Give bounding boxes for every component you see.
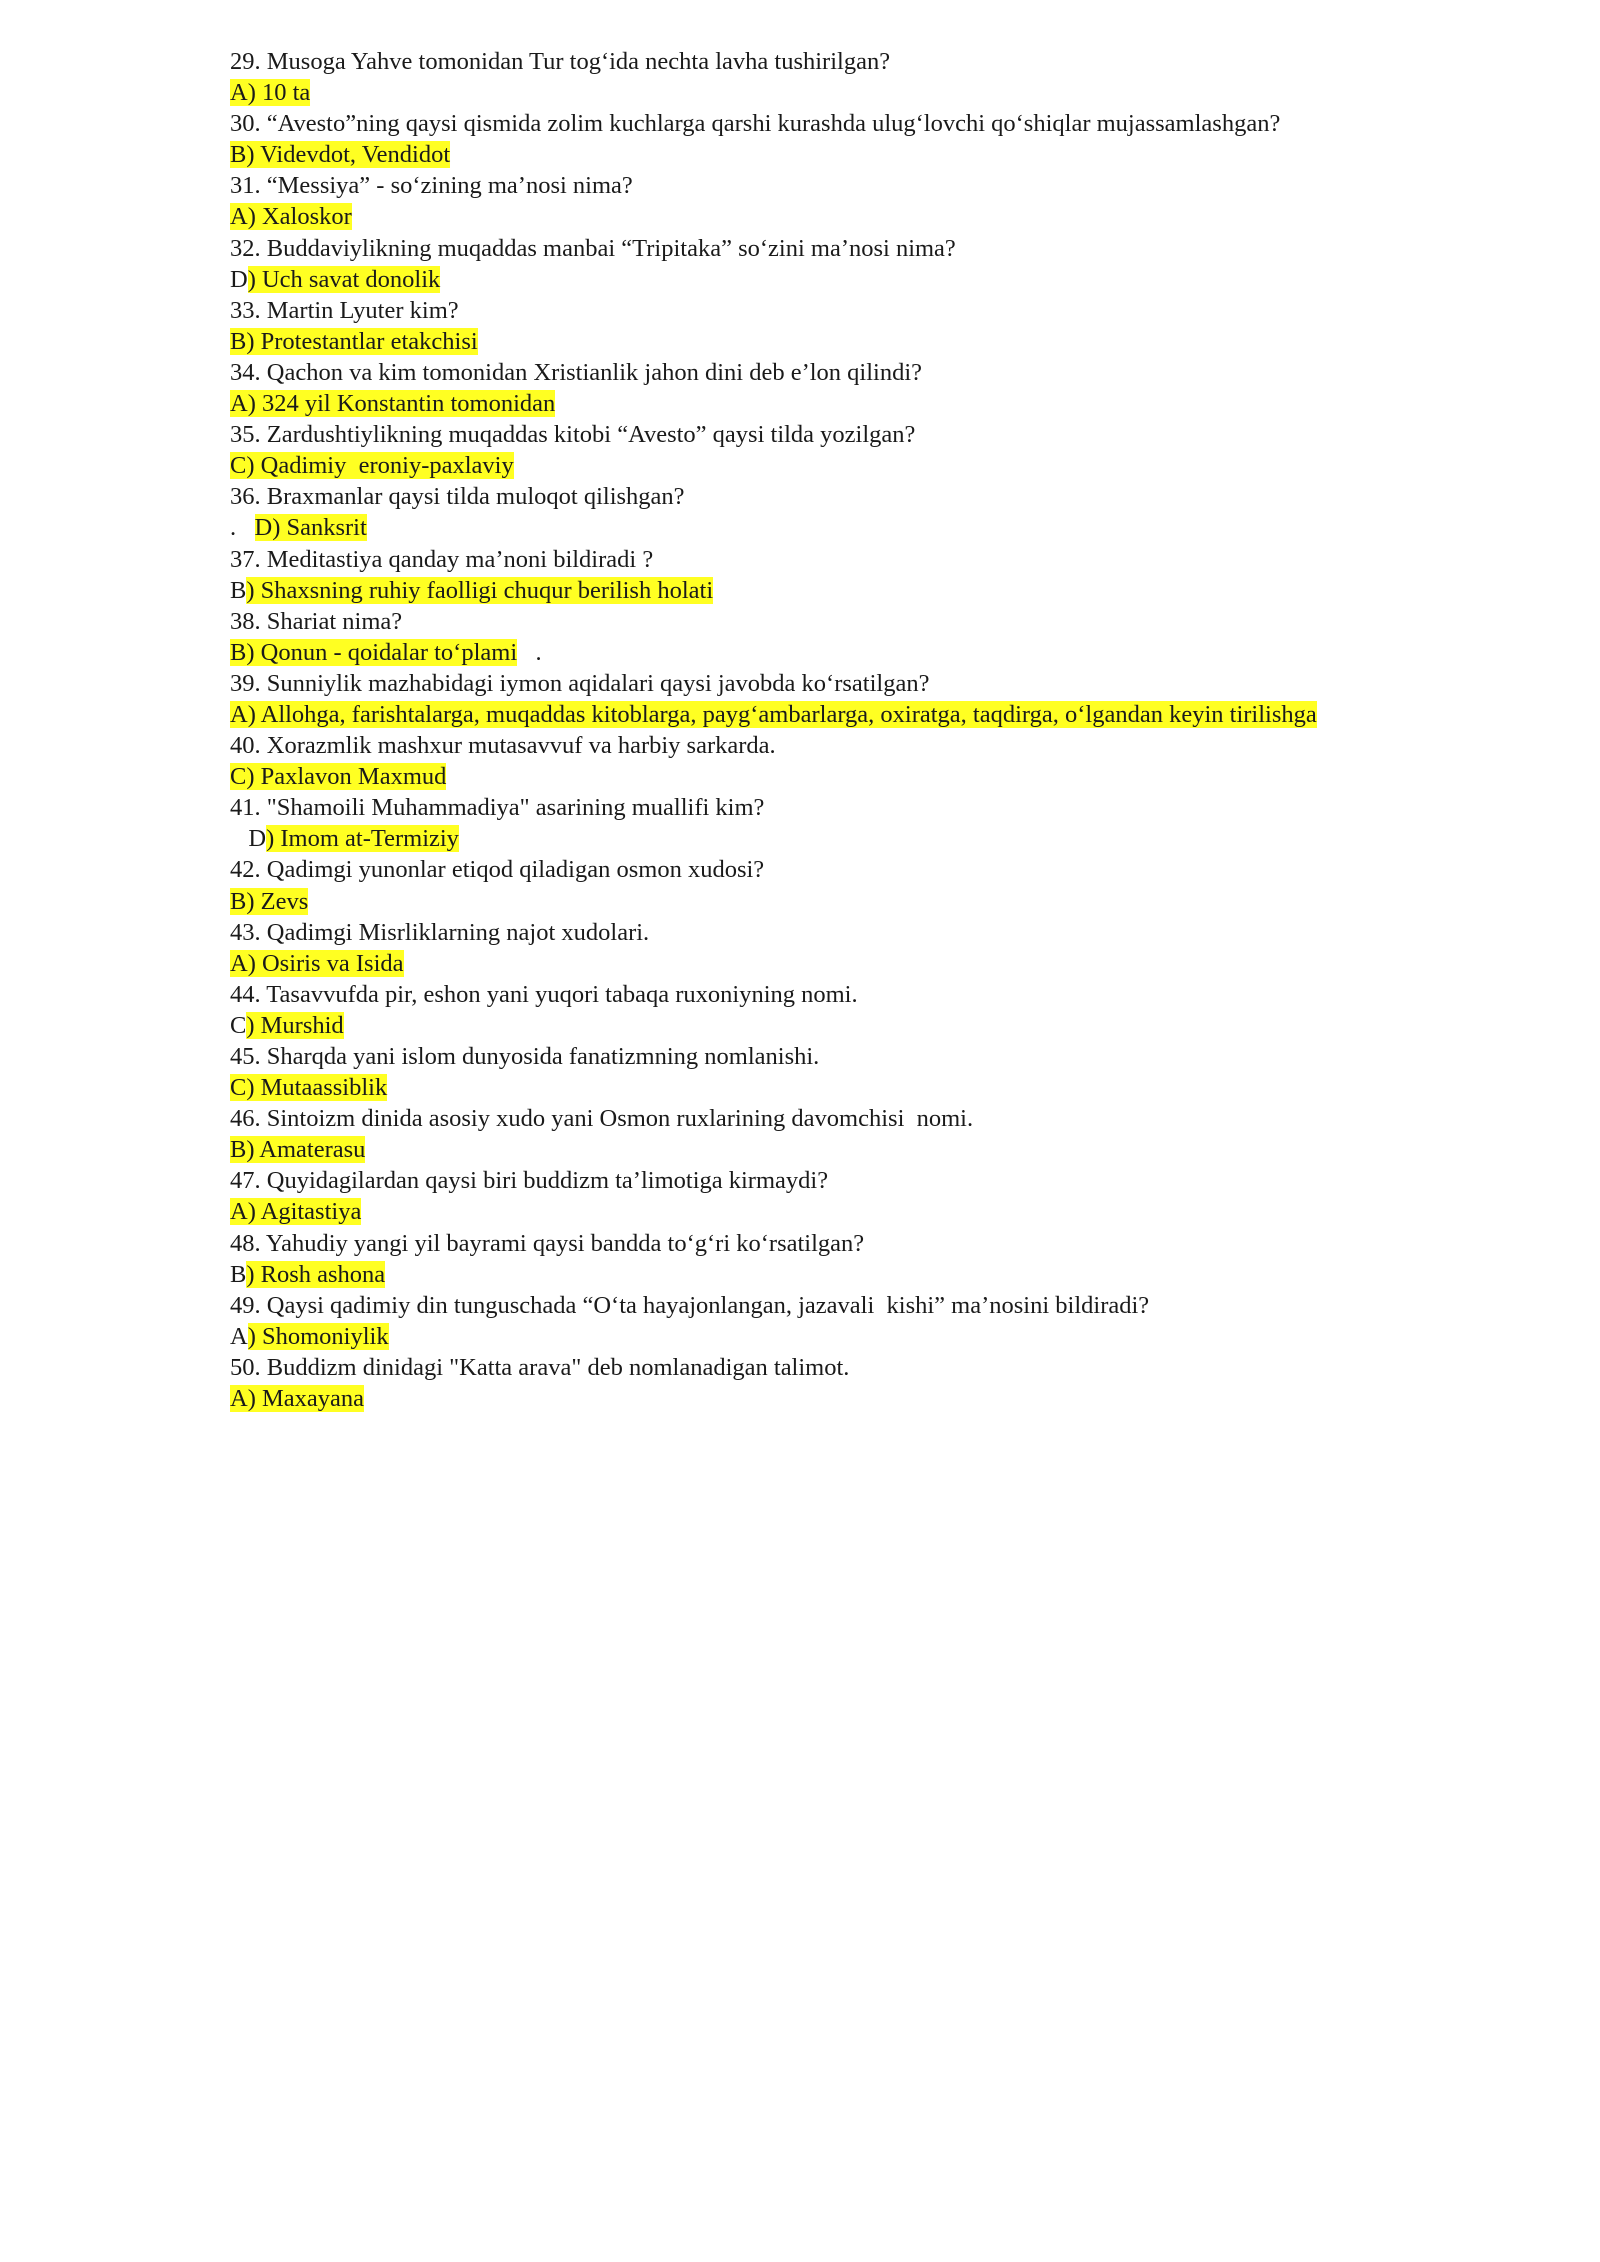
answer-line [230, 77, 1480, 108]
answer-line [230, 1072, 1480, 1103]
question-line: 35. Zardushtiylikning muqaddas kitobi “Avesto” qaysi tilda yozilgan? [230, 421, 916, 449]
highlighted-answer: B) Zevs [230, 887, 309, 915]
answer-line [230, 948, 1480, 979]
question-line: 50. Buddizm dinidagi "Katta arava" deb nomlanadigan talimot. [230, 1353, 850, 1381]
question-line: 41. "Shamoili Muhammadiya" asarining muallifi kim? [230, 794, 765, 822]
answer-line [230, 761, 1480, 792]
answer-line [230, 201, 1480, 232]
answer-prefix: B [230, 1260, 247, 1288]
highlighted-answer: B) Protestantlar etakchisi [230, 327, 478, 355]
question-line: 36. Braxmanlar qaysi tilda muloqot qilishgan? [230, 483, 685, 511]
question-line: 32. Buddaviylikning muqaddas manbai “Tripitaka” so‘zini ma’nosi nima? [230, 234, 956, 262]
answer-line [230, 1383, 1480, 1414]
question-line: 48. Yahudiy yangi yil bayrami qaysi bandda to‘g‘ri ko‘rsatilgan? [230, 1229, 865, 1257]
highlighted-answer: ) Shaxsning ruhiy faolligi chuqur berilish holati [246, 576, 714, 604]
highlighted-answer: B) Amaterasu [230, 1136, 366, 1164]
highlighted-answer: ) Murshid [246, 1011, 344, 1039]
question-line: 40. Xorazmlik mashxur mutasavvuf va harbiy sarkarda. [230, 732, 776, 760]
question-line: 42. Qadimgi yunonlar etiqod qiladigan osmon xudosi? [230, 856, 765, 884]
question-line: 49. Qaysi qadimiy din tunguschada “O‘ta hayajonlangan, jazavali kishi” ma’nosini bildiradi? [230, 1291, 1150, 1319]
answer-line [230, 326, 1480, 357]
highlighted-answer: A) Maxayana [230, 1385, 365, 1413]
highlighted-answer: ) Rosh ashona [246, 1260, 386, 1288]
highlighted-answer: A) 324 yil Konstantin tomonidan [230, 390, 556, 418]
highlighted-answer: A) Osiris va Isida [230, 949, 404, 977]
question-line: 44. Tasavvufda pir, eshon yani yuqori tabaqa ruxoniyning nomi. [230, 980, 858, 1008]
answer-line [230, 1321, 1480, 1352]
question-line: 46. Sintoizm dinida asosiy xudo yani Osmon ruxlarining davomchisi nomi. [230, 1105, 974, 1133]
answer-line [230, 1196, 1480, 1227]
question-line: 31. “Messiya” - so‘zining ma’nosi nima? [230, 172, 633, 200]
highlighted-answer: ) Imom at-Termiziy [266, 825, 459, 853]
highlighted-answer: ) Shomoniylik [247, 1322, 389, 1350]
answer-suffix: . [517, 638, 542, 666]
answer-prefix: B [230, 576, 247, 604]
highlighted-answer: C) Paxlavon Maxmud [230, 763, 447, 791]
answer-prefix: D [230, 265, 248, 293]
answer-prefix: . [230, 514, 255, 542]
question-line: 30. “Avesto”ning qaysi qismida zolim kuchlarga qarshi kurashda ulug‘lovchi qo‘shiqlar mujassamlashgan? [230, 110, 1281, 138]
highlighted-answer: D) Sanksrit [254, 514, 367, 542]
answer-line [230, 1010, 1480, 1041]
highlighted-answer: A) 10 ta [230, 79, 311, 107]
answer-prefix: A [230, 1322, 248, 1350]
highlighted-answer: A) Allohga, farishtalarga, muqaddas kitoblarga, payg‘ambarlarga, oxiratga, taqdirga, o‘lgandan keyin tirilishga [230, 700, 1317, 728]
quiz-content [230, 46, 1480, 1414]
answer-line [230, 1259, 1480, 1290]
answer-prefix: C [230, 1011, 247, 1039]
answer-prefix: D [230, 825, 267, 853]
answer-line [230, 823, 1480, 854]
answer-line [230, 886, 1480, 917]
answer-line [230, 1134, 1480, 1165]
answer-line [230, 637, 1480, 668]
answer-line [230, 139, 1480, 170]
answer-line [230, 575, 1480, 606]
question-line: 38. Shariat nima? [230, 607, 403, 635]
question-line: 45. Sharqda yani islom dunyosida fanatizmning nomlanishi. [230, 1043, 820, 1070]
highlighted-answer: C) Qadimiy eroniy-paxlaviy [230, 452, 514, 480]
highlighted-answer: A) Xaloskor [230, 203, 352, 231]
question-line: 39. Sunniylik mazhabidagi iymon aqidalari qaysi javobda ko‘rsatilgan? [230, 669, 930, 697]
highlighted-answer: ) Uch savat donolik [247, 265, 441, 293]
question-line: 29. Musoga Yahve tomonidan Tur tog‘ida nechta lavha tushirilgan? [230, 48, 891, 75]
question-line: 37. Meditastiya qanday ma’noni bildiradi ? [230, 545, 654, 573]
answer-line [230, 264, 1480, 295]
answer-line [230, 450, 1480, 481]
highlighted-answer: C) Mutaassiblik [230, 1074, 388, 1102]
question-line: 43. Qadimgi Misrliklarning najot xudolari. [230, 918, 650, 946]
highlighted-answer: B) Qonun - qoidalar to‘plami [230, 638, 518, 666]
highlighted-answer: A) Agitastiya [230, 1198, 362, 1226]
highlighted-answer: B) Videvdot, Vendidot [230, 141, 451, 169]
question-line: 47. Quyidagilardan qaysi biri buddizm ta’limotiga kirmaydi? [230, 1167, 829, 1195]
answer-line [230, 512, 1480, 543]
answer-line [230, 699, 1480, 730]
question-line: 34. Qachon va kim tomonidan Xristianlik jahon dini deb e’lon qilindi? [230, 358, 923, 386]
answer-line [230, 388, 1480, 419]
question-line: 33. Martin Lyuter kim? [230, 296, 459, 324]
